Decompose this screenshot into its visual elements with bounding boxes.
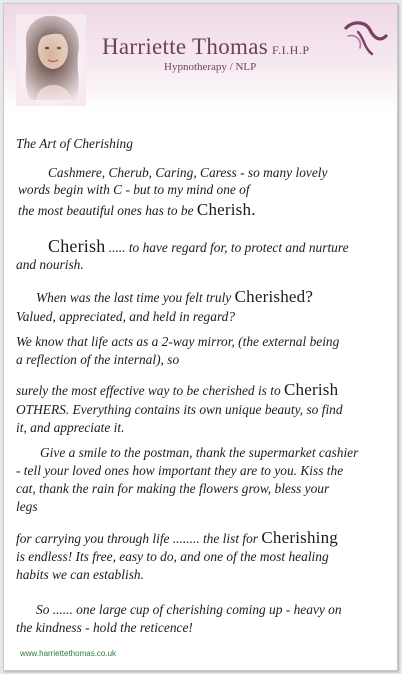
- paragraph-2-line-2: and nourish.: [16, 257, 84, 272]
- cherished-emphasis: Cherished?: [234, 287, 314, 306]
- practitioner-name: [102, 34, 310, 60]
- paragraph-7-line-3: habits we can establish.: [16, 567, 144, 582]
- paragraph-1-line-2: words begin with C - but to my mind one of: [18, 182, 250, 197]
- paragraph-1-line-3: [18, 202, 256, 219]
- paragraph-4-line-1: We know that life acts as a 2-way mirror, (the external being: [16, 334, 340, 349]
- letterhead: [4, 4, 397, 112]
- paragraph-3-line-2: Valued, appreciated, and held in regard?: [16, 309, 236, 324]
- p2-line1-text: ..... to have regard for, to protect and nurture: [105, 240, 349, 255]
- p1-line3-text: the most beautiful ones has to be: [18, 203, 197, 218]
- paragraph-7-line-2: is endless! Its free, easy to do, and one of the most healing: [16, 549, 329, 564]
- paragraph-5-line-1: [16, 382, 338, 399]
- name-text: Harriette Thomas: [102, 34, 268, 59]
- cherish-emphasis: Cherish.: [196, 200, 256, 219]
- paragraph-6-line-3: cat, thank the rain for making the flowers grow, bless your: [16, 481, 330, 496]
- website-link[interactable]: www.harriettethomas.co.uk: [20, 649, 117, 658]
- p7-line1-text: for carrying you through life ........ the list for: [16, 531, 262, 546]
- portrait-photo: [16, 14, 86, 106]
- paragraph-6-line-1: Give a smile to the postman, thank the supermarket cashier: [40, 445, 359, 460]
- paragraph-5-line-2: OTHERS. Everything contains its own unique beauty, so find: [16, 402, 343, 417]
- paragraph-2-line-1: [48, 238, 349, 256]
- paragraph-8-line-2: the kindness - hold the reticence!: [16, 620, 193, 635]
- cherish-others-emphasis: Cherish: [284, 380, 339, 399]
- p3-line1-text: When was the last time you felt truly: [36, 290, 235, 305]
- article-heading: The Art of Cherishing: [16, 136, 133, 151]
- paragraph-6-line-2: - tell your loved ones how important they are to you. Kiss the: [16, 463, 344, 478]
- paragraph-4-line-2: a reflection of the internal), so: [16, 352, 180, 367]
- cherishing-emphasis: Cherishing: [261, 528, 338, 547]
- swirl-logo-icon: [342, 18, 388, 58]
- paragraph-1-line-1: Cashmere, Cherub, Caring, Caress - so many lovely: [48, 165, 328, 180]
- p5-line1-text: surely the most effective way to be cherished is to: [16, 383, 284, 398]
- practice-subtitle: Hypnotherapy / NLP: [164, 61, 257, 73]
- page-sheet: [3, 3, 398, 671]
- paragraph-8-line-1: So ...... one large cup of cherishing coming up - heavy on: [36, 602, 342, 617]
- paragraph-3-line-1: [36, 289, 313, 306]
- paragraph-7-line-1: [16, 530, 338, 547]
- cherish-definition-word: Cherish: [48, 236, 106, 256]
- paragraph-6-line-4: legs: [16, 499, 38, 514]
- credentials: F.I.H.P: [271, 43, 310, 57]
- paragraph-5-line-3: it, and appreciate it.: [16, 420, 125, 435]
